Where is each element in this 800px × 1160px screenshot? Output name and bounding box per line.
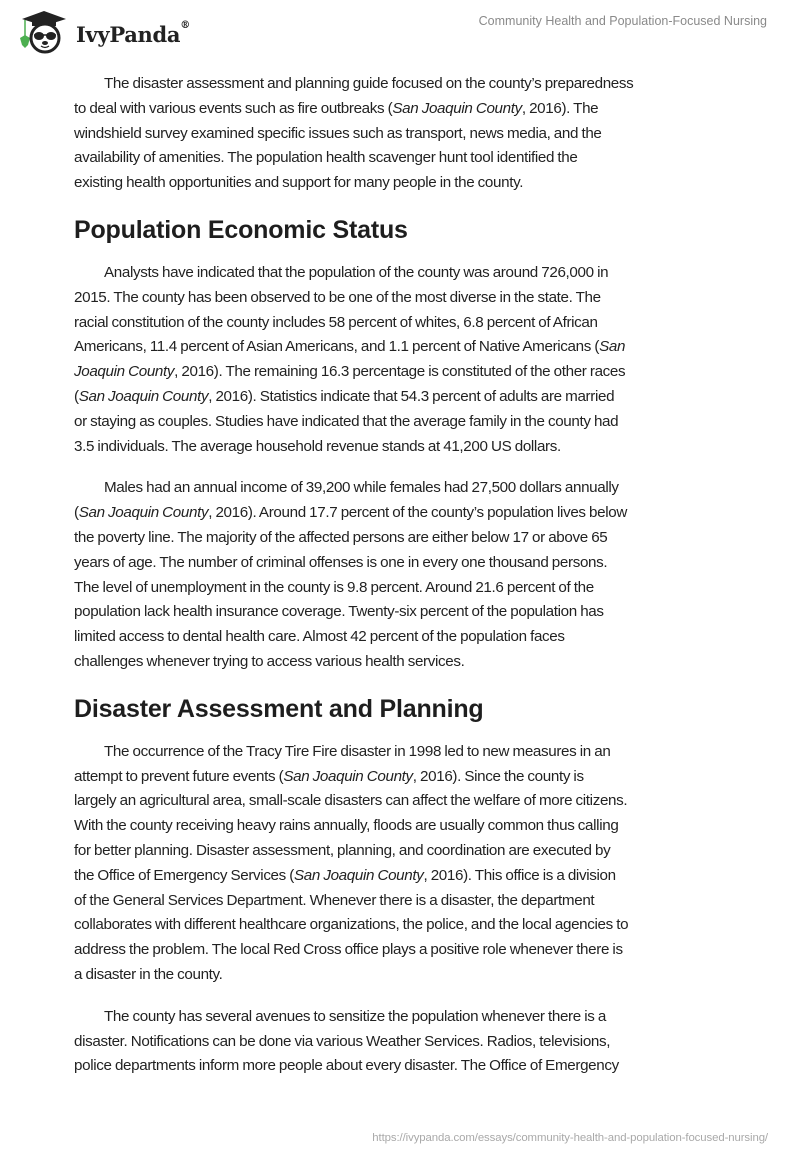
panda-graduate-icon (16, 8, 72, 54)
section-heading-population-economic-status: Population Economic Status (74, 215, 408, 244)
citation-source: San Joaquin County (78, 504, 209, 522)
citation-source: San Joaquin County (293, 866, 424, 884)
intro-paragraph: The disaster assessment and planning guide focused on the county’s preparedness to deal with various events such as fire outbreaks (San Joaquin County, 2016). The windshield survey examined specific issues such as transport, news media, and the availability of amenities. The population health scavenger hunt tool identified the existing health opportunities and support for many people in the county. (74, 75, 634, 192)
citation-source: Joaquin County (74, 363, 175, 381)
economic-paragraph-1: Analysts have indicated that the population of the county was around 726,000 in 2015. The county has been observed to be one of the most diverse in the state. The racial constitution of the county includes 58 percent of whites, 6.8 percent of African Americans, 11.4 percent of Asian Americans, and 1.1 percent of Native Americans (San Joaquin County, 2016). The remaining 16.3 percentage is constituted of the other races (San Joaquin County, 2016). Statistics indicate that 54.3 percent of adults are married or staying as couples. Studies have indicated that the average family in the county had 3.5 individuals. The average household revenue stands at 41,200 US dollars. (74, 263, 626, 455)
ivypanda-logo[interactable] (16, 8, 190, 54)
source-url[interactable]: https://ivypanda.com/essays/community-health-and-population-focused-nursing/ (372, 1132, 768, 1144)
citation-source: San (599, 338, 626, 356)
logo-wordmark: IvyPanda® (76, 19, 190, 47)
economic-paragraph-2: Males had an annual income of 39,200 while females had 27,500 dollars annually (San Joaquin County, 2016). Around 17.7 percent of the county’s population lives below the poverty line. The majority of the affected persons are either below 17 or above 65 years of age. The number of criminal offenses is one in every one thousand persons. The level of unemployment in the county is 9.8 percent. Around 21.6 percent of the population lack health insurance coverage. Twenty-six percent of the population has limited access to dental health care. Almost 42 percent of the population faces challenges whenever trying to access various health services. (74, 479, 627, 670)
citation-source: San Joaquin County (392, 99, 522, 117)
page-header (0, 0, 800, 60)
citation-source: San Joaquin County (78, 387, 209, 405)
section-heading-disaster-assessment: Disaster Assessment and Planning (74, 694, 484, 723)
citation-source: San Joaquin County (283, 767, 413, 785)
disaster-paragraph-2: The county has several avenues to sensitize the population whenever there is a disaster. Notifications can be done via various Weather Services. Radios, televisions, police departments inform more people about every disaster. The Office of Emergency (74, 1007, 619, 1075)
document-title: Community Health and Population-Focused Nursing (478, 14, 767, 28)
article-body (74, 70, 734, 1079)
disaster-paragraph-1: The occurrence of the Tracy Tire Fire disaster in 1998 led to new measures in an attempt to prevent future events (San Joaquin County, 2016). Since the county is largely an agricultural area, small-scale disasters can affect the welfare of more citizens. With the county receiving heavy rains annually, floods are usually common thus calling for better planning. Disaster assessment, planning, and coordination are executed by the Office of Emergency Services (San Joaquin County, 2016). This office is a division of the General Services Department. Whenever there is a disaster, the department collaborates with different healthcare organizations, the police, and the local agencies to address the problem. The local Red Cross office plays a positive role whenever there is a disaster in the county. (74, 742, 629, 983)
